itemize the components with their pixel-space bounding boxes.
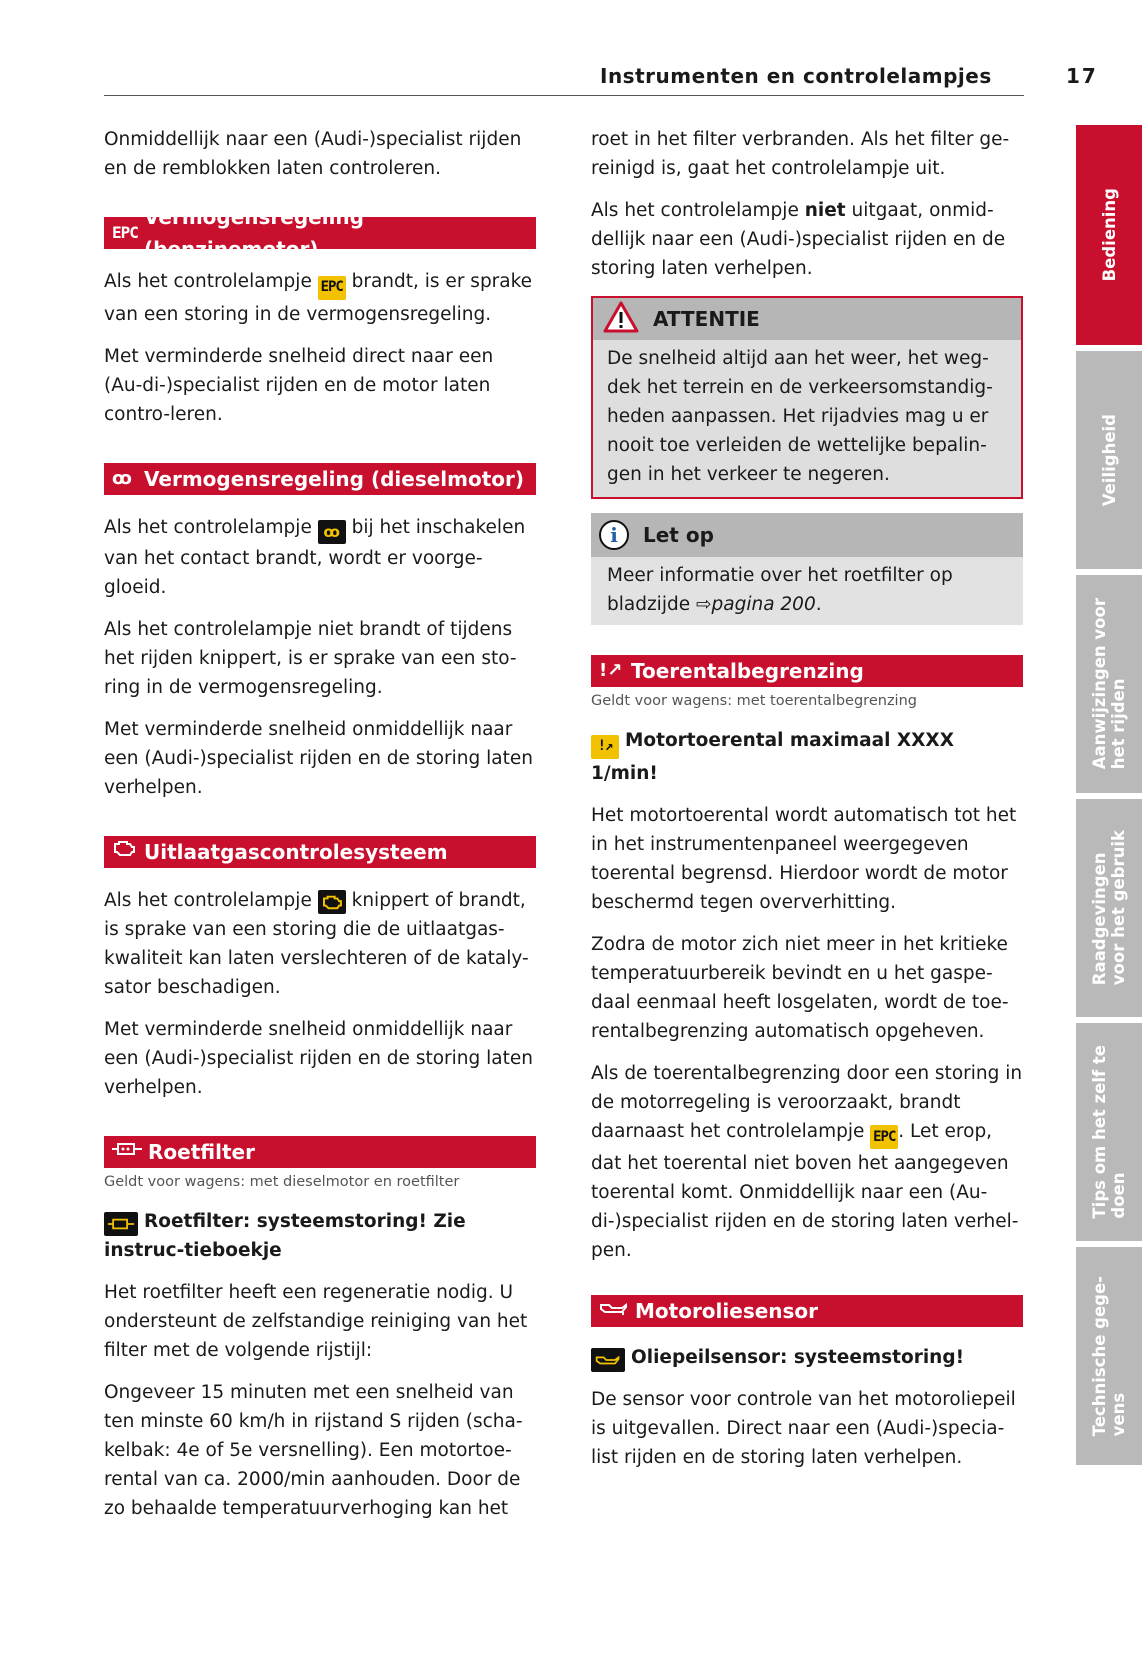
engine-icon [112, 836, 138, 868]
section-epc-header [104, 205, 536, 261]
tab-aanwijzingen[interactable] [1076, 575, 1142, 793]
diesel-paragraph-3: Met verminderde snelheid onmiddellijk naar een (Audi-)specialist rijden en de storing laten verhelpen. [104, 719, 533, 798]
section-oil-header [591, 1295, 1023, 1327]
rpm-message-text: Motortoerental maximaal XXXX 1/min! [591, 730, 954, 784]
epc-p1-a: Als het controlelampje [104, 271, 312, 292]
epc-paragraph-2: Met verminderde snelheid direct naar een (Au-di-)specialist rijden en de motor laten contro-leren. [104, 345, 494, 425]
tab-tips[interactable] [1076, 1023, 1142, 1241]
epc-lamp-icon: EPC [318, 276, 346, 300]
section-exhaust-title: Uitlaatgascontrolesysteem [144, 840, 448, 864]
section-filter-title: Roetfilter [148, 1140, 255, 1164]
tab-bediening[interactable] [1076, 125, 1142, 345]
tab-veiligheid[interactable] [1076, 351, 1142, 569]
glow-plug-lamp-icon: ꝏ [318, 520, 346, 544]
right-p2-a: Als het controlelampje [591, 200, 799, 221]
diesel-paragraph-2: Als het controlelampje niet brandt of tijdens het rijden knippert, is er sprake van een sto-ring in de vermogensregeling. [104, 619, 517, 698]
oil-paragraph-1: De sensor voor controle van het motoroliepeil is uitgevallen. Direct naar een (Audi-)specia-list rijden en de storing laten verhelpen. [591, 1389, 1016, 1468]
oil-message-text: Oliepeilsensor: systeemstoring! [631, 1347, 965, 1368]
left-column [104, 125, 536, 1536]
right-column [591, 125, 1023, 1485]
oil-sensor-icon [599, 1295, 629, 1327]
exhaust-p1-b: knippert of brandt, is sprake van een storing die de uitlaatgas-kwaliteit kan laten verslechteren of de kataly-sator beschadigen. [104, 890, 529, 998]
section-exhaust-header [104, 836, 536, 868]
note-text [591, 557, 1023, 625]
rpm-paragraph-3 [591, 1059, 1023, 1266]
note-title: Let op [643, 523, 714, 547]
reference-arrow-icon: ⇨ [695, 594, 712, 615]
soot-filter-lamp-icon [104, 1212, 138, 1236]
diesel-p1-a: Als het controlelampje [104, 516, 312, 538]
page-number: 17 [1066, 64, 1098, 88]
right-paragraph-1: roet in het filter verbranden. Als het filter ge-reinigd is, gaat het controlelampje uit. [591, 129, 1010, 179]
tab-label: Raadgevingen voor het gebruik [1090, 830, 1128, 986]
rpm-p3-b: . Let erop, dat het toerental niet boven het aangegeven toerental komt. Onmiddellijk naar een (Au-di-)specialist rijden en de storing laten verhel-pen. [591, 1120, 1019, 1261]
filter-paragraph-1: Het roetfilter heeft een regeneratie nodig. U ondersteunt de zelfstandige reiniging van het filter met de volgende rijstijl: [104, 1282, 528, 1361]
rpm-paragraph-1: Het motortoerental wordt automatisch tot het in het instrumentenpaneel weergegeven toerental begrensd. Hierdoor wordt de motor beschermd tegen oververhitting. [591, 804, 1017, 913]
engine-lamp-icon [318, 890, 346, 914]
warning-triangle-icon [603, 301, 639, 338]
diesel-paragraph-1 [104, 513, 536, 603]
warning-text: De snelheid altijd aan het weer, het weg-dek het terrein en de verkeersomstandig-heden aanpassen. Het rijadvies mag u er nooit toe verleiden de wettelijke bepalin-gen in het verkeer te negeren. [607, 348, 993, 485]
warning-header [593, 298, 1021, 340]
info-icon: i [599, 520, 629, 550]
glow-plug-icon: ꝏ [112, 467, 132, 489]
section-oil-title: Motoroliesensor [635, 1299, 819, 1323]
epc-paragraph-1 [104, 267, 536, 329]
warning-box [591, 296, 1023, 499]
filter-paragraph-2: Ongeveer 15 minuten met een snelheid van ten minste 60 km/h in rijstand S rijden (scha-kelbak: 4e of 5e versnelling). Een motortoe-rental van ca. 2000/min aanhouden. Door de zo behaalde temperatuurverhoging kan het [104, 1382, 523, 1519]
tab-label: Aanwijzingen voor het rijden [1090, 598, 1128, 770]
warning-title: ATTENTIE [653, 307, 760, 331]
epc-icon: EPC [112, 223, 138, 242]
rpm-lamp-icon: !↗ [591, 735, 619, 759]
header-rule [104, 95, 1024, 96]
page-header-title: Instrumenten en controlelampjes [600, 64, 992, 88]
tab-label: Veiligheid [1099, 413, 1119, 507]
section-epc-title: Vermogensregeling (benzinemotor) [144, 205, 364, 261]
soot-filter-icon [112, 1136, 142, 1168]
section-diesel-header [104, 463, 536, 495]
exhaust-paragraph-2: Met verminderde snelheid onmiddellijk naar een (Audi-)specialist rijden en de storing laten verhelpen. [104, 1019, 533, 1098]
right-paragraph-2 [591, 196, 1023, 283]
note-box [591, 513, 1023, 625]
right-p2-bold: niet [804, 200, 846, 221]
section-filter-header [104, 1136, 536, 1168]
tab-technische-gegevens[interactable] [1076, 1247, 1142, 1465]
rpm-applies-note: Geldt voor wagens: met toerentalbegrenzing [591, 693, 917, 709]
filter-applies-note: Geldt voor wagens: met dieselmotor en roetfilter [104, 1174, 460, 1190]
right-p2-b: uitgaat, onmid-dellijk naar een (Audi-)specialist rijden en de storing laten verhelpen. [591, 200, 1006, 279]
exhaust-paragraph-1 [104, 886, 536, 1002]
tab-label: Tips om het zelf te doen [1090, 1045, 1128, 1219]
tab-label: Bediening [1099, 188, 1119, 282]
oil-message [591, 1343, 1023, 1372]
epc-lamp-icon-2: EPC [870, 1125, 898, 1149]
filter-message [104, 1207, 536, 1265]
note-text-a: Meer informatie over het roetfilter op bladzijde [607, 565, 953, 615]
oil-lamp-icon [591, 1348, 625, 1372]
section-rpm-title: Toerentalbegrenzing [631, 659, 864, 683]
diesel-p1-b: bij het inschakelen van het contact brandt, wordt er voorge-gloeid. [104, 516, 526, 598]
rpm-limit-icon: !↗ [599, 660, 623, 681]
rpm-message [591, 726, 1023, 788]
note-header [591, 513, 1023, 557]
filter-message-text: Roetfilter: systeemstoring! Zie instruc-tieboekje [104, 1211, 466, 1261]
tab-label: Technische gege- vens [1090, 1275, 1128, 1437]
tab-raadgevingen[interactable] [1076, 799, 1142, 1017]
section-rpm-header [591, 655, 1023, 687]
note-text-b: . [815, 594, 822, 615]
rpm-paragraph-2: Zodra de motor zich niet meer in het kritieke temperatuurbereik bevindt en u het gaspe-daal eenmaal heeft losgelaten, wordt de toe-rentalbegrenzing automatisch opgeheven. [591, 933, 1009, 1042]
exhaust-p1-a: Als het controlelampje [104, 890, 312, 911]
section-diesel-title: Vermogensregeling (dieselmotor) [144, 466, 525, 491]
page-reference-link[interactable]: pagina 200 [711, 594, 816, 615]
rpm-p3-a: Als de toerentalbegrenzing door een storing in de motorregeling is veroorzaakt, brandt daarnaast het controlelampje [591, 1062, 1023, 1142]
epc-p1-b: brandt, is er sprake van een storing in de vermogensregeling. [104, 271, 533, 325]
intro-paragraph: Onmiddellijk naar een (Audi-)specialist rijden en de remblokken laten controleren. [104, 129, 522, 179]
